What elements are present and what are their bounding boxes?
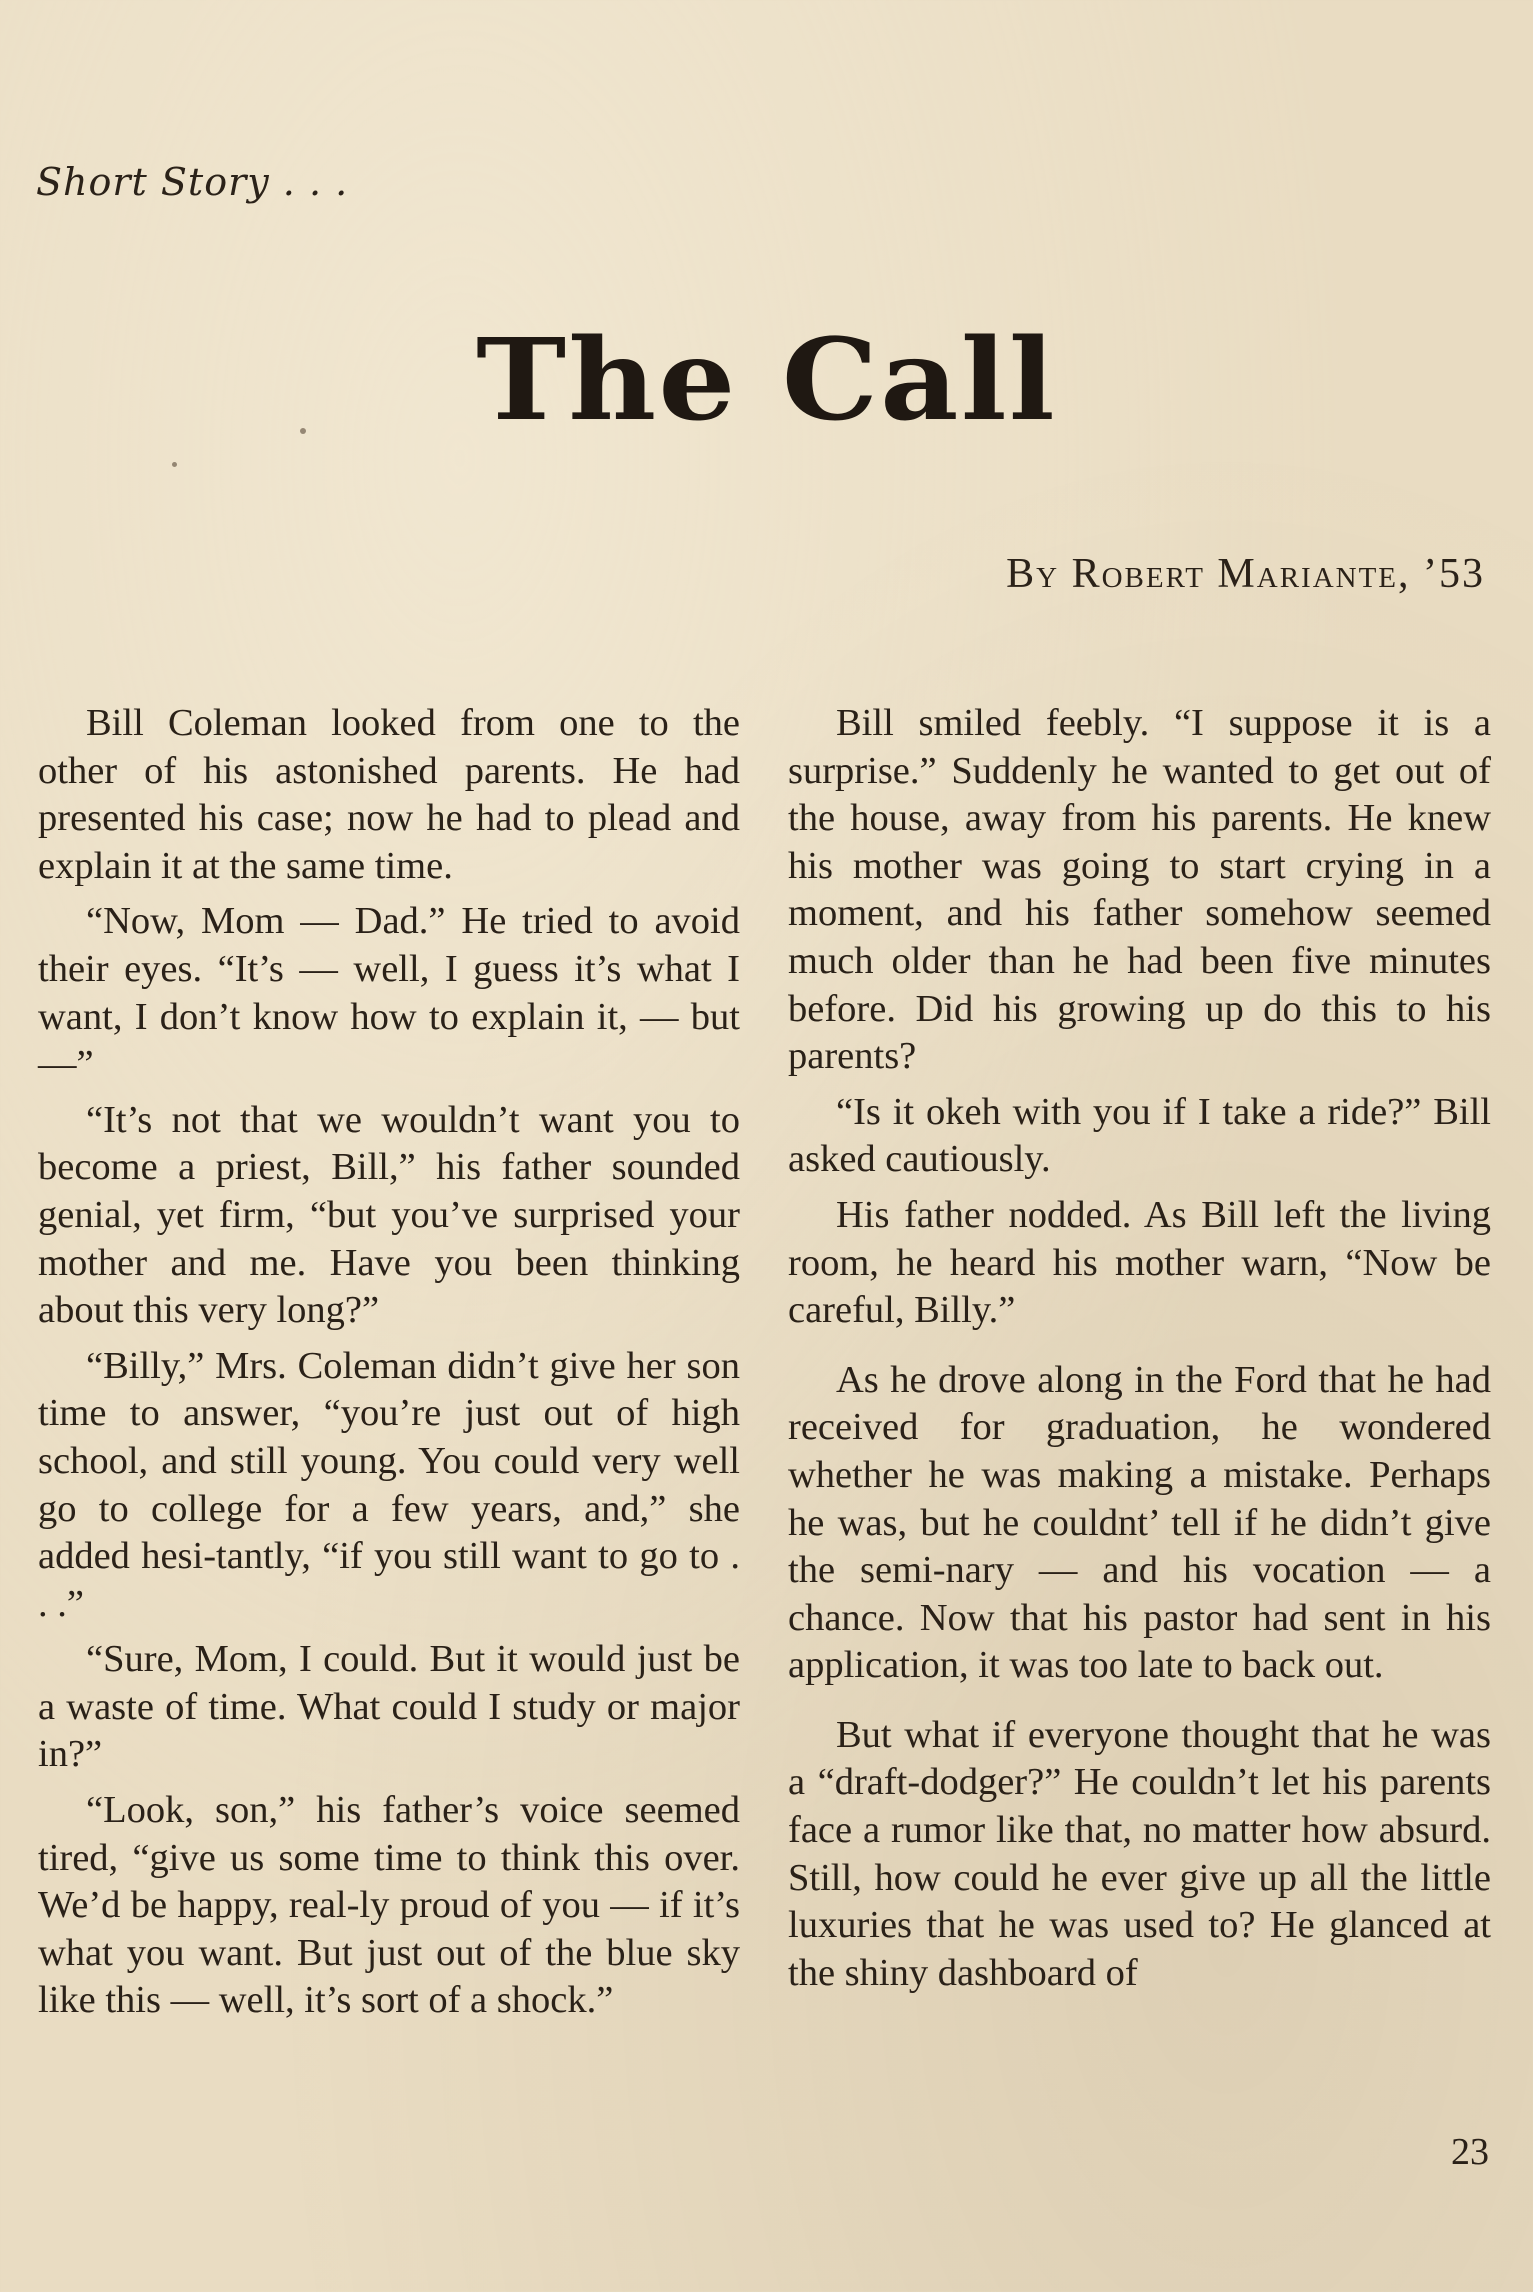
paragraph: “Sure, Mom, I could. But it would just be a waste of time. What could I study or major in?” xyxy=(38,1638,740,1776)
paragraph: Bill smiled feebly. “I suppose it is a surprise.” Suddenly he wanted to get out of the house, away from his parents. He knew his mother was going to start crying in a moment, and his father somehow seemed much older than he had been five minutes before. Did his growing up do this to his parents? xyxy=(788,702,1491,1078)
paragraph: “Is it okeh with you if I take a ride?” Bill asked cautiously. xyxy=(788,1090,1491,1181)
paragraph: “Now, Mom — Dad.” He tried to avoid their eyes. “It’s — well, I guess it’s what I want, I don’t know how to explain it, — but —” xyxy=(38,900,740,1086)
section-kicker: Short Story . . . xyxy=(36,160,349,204)
print-speck xyxy=(300,428,306,434)
left-text-column xyxy=(38,700,740,2033)
paragraph: As he drove along in the Ford that he had received for graduation, he wondered whether he was making a mistake. Perhaps he was, but he couldnt’ tell if he didn’t give the semi-nary — and his vocation — a chance. Now that his pastor had sent in his application, it was too late to back out. xyxy=(788,1358,1491,1687)
page-number: 23 xyxy=(1451,2131,1489,2173)
paragraph: “Billy,” Mrs. Coleman didn’t give her son time to answer, “you’re just out of high school, and still young. You could very well go to college for a few years, and,” she added hesi-tantly, “if you still want to go to . . .” xyxy=(38,1344,740,1625)
right-text-column xyxy=(788,700,1491,2005)
paragraph: Bill Coleman looked from one to the other of his astonished parents. He had presented his case; now he had to plead and explain it at the same time. xyxy=(38,702,740,887)
print-speck xyxy=(172,462,177,467)
story-title: The Call xyxy=(476,315,1057,446)
paragraph: But what if everyone thought that he was a “draft-dodger?” He couldn’t let his parents face a rumor like that, no matter how absurd. Still, how could he ever give up all the little luxuries that he was used to? He glanced at the shiny dashboard of xyxy=(788,1713,1491,1994)
paragraph: His father nodded. As Bill left the living room, he heard his mother warn, “Now be careful, Billy.” xyxy=(788,1193,1491,1332)
paragraph: “It’s not that we wouldn’t want you to become a priest, Bill,” his father sounded genial, yet firm, “but you’ve surprised your mother and me. Have you been thinking about this very long?” xyxy=(38,1098,740,1332)
author-byline: By Robert Mariante, ’53 xyxy=(1006,551,1485,597)
paragraph: “Look, son,” his father’s voice seemed tired, “give us some time to think this over. We’d be happy, real-ly proud of you — if it’s what you want. But just out of the blue sky like this — well, it’s sort of a shock.” xyxy=(38,1789,740,2022)
